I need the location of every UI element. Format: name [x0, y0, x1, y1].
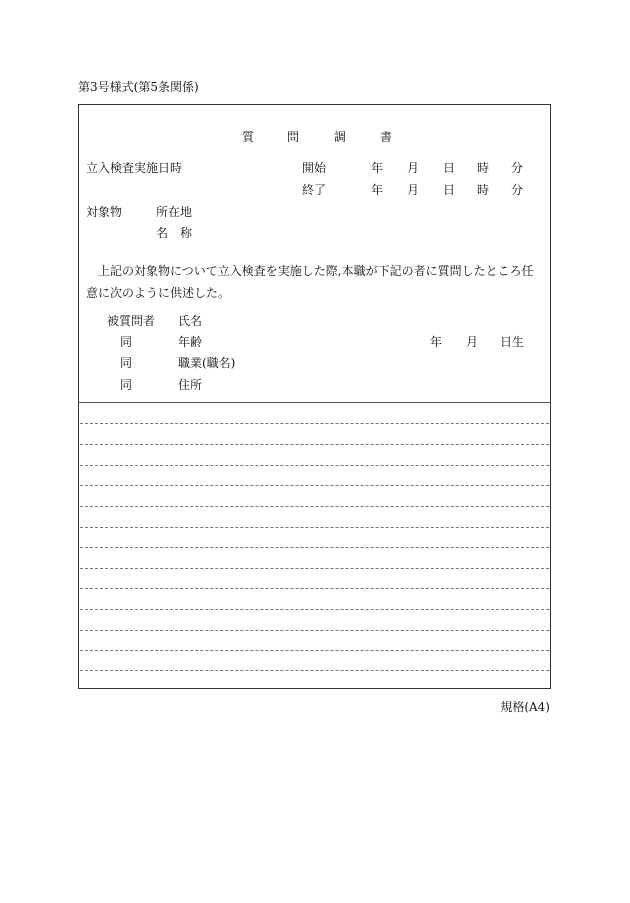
- start-minute-unit: 分: [511, 161, 524, 175]
- writing-line: [80, 444, 549, 445]
- end-day-unit: 日: [443, 183, 456, 197]
- writing-line: [80, 423, 549, 424]
- title-char: 問: [287, 130, 300, 144]
- writing-line: [80, 609, 549, 610]
- title-char: 調: [334, 130, 347, 144]
- end-minute-unit: 分: [511, 183, 524, 197]
- title-char: 書: [380, 130, 393, 144]
- writing-line: [80, 485, 549, 486]
- same-mark: 同: [120, 356, 133, 370]
- target-label: 対象物: [86, 205, 123, 219]
- statement-body: 上記の対象物について立入検査を実施した際,本職が下記の者に質問したところ任意に次のように供述した。: [86, 264, 534, 300]
- writing-line: [80, 568, 549, 569]
- writing-line: [80, 527, 549, 528]
- end-label: 終了: [302, 183, 327, 197]
- start-label: 開始: [302, 161, 327, 175]
- statement-text: [86, 260, 544, 304]
- start-month-unit: 月: [407, 161, 420, 175]
- writing-line: [80, 670, 549, 671]
- address-label: 住所: [178, 378, 203, 392]
- section-divider: [78, 402, 551, 403]
- end-hour-unit: 時: [477, 183, 490, 197]
- end-month-unit: 月: [407, 183, 420, 197]
- writing-line: [80, 547, 549, 548]
- facility-name-label: 名 称: [156, 226, 193, 240]
- age-label: 年齢: [178, 335, 203, 349]
- size-note: 規格(A4): [500, 700, 550, 714]
- birth-day-unit: 日生: [500, 335, 525, 349]
- writing-line: [80, 506, 549, 507]
- form-number: 第3号様式(第5条関係): [78, 80, 199, 94]
- start-year-unit: 年: [371, 161, 384, 175]
- document-title: [0, 128, 630, 142]
- occupation-label: 職業(職名): [178, 356, 236, 370]
- writing-line: [80, 465, 549, 466]
- location-label: 所在地: [156, 205, 193, 219]
- same-mark: 同: [120, 378, 133, 392]
- birth-year-unit: 年: [430, 335, 443, 349]
- birth-month-unit: 月: [466, 335, 479, 349]
- inspection-datetime-label: 立入検査実施日時: [86, 161, 183, 175]
- end-year-unit: 年: [371, 183, 384, 197]
- title-char: 質: [242, 130, 255, 144]
- same-mark: 同: [120, 335, 133, 349]
- start-hour-unit: 時: [477, 161, 490, 175]
- name-label: 氏名: [178, 314, 203, 328]
- writing-line: [80, 588, 549, 589]
- start-day-unit: 日: [443, 161, 456, 175]
- interviewee-label: 被質問者: [107, 314, 156, 328]
- writing-line: [80, 650, 549, 651]
- writing-line: [80, 630, 549, 631]
